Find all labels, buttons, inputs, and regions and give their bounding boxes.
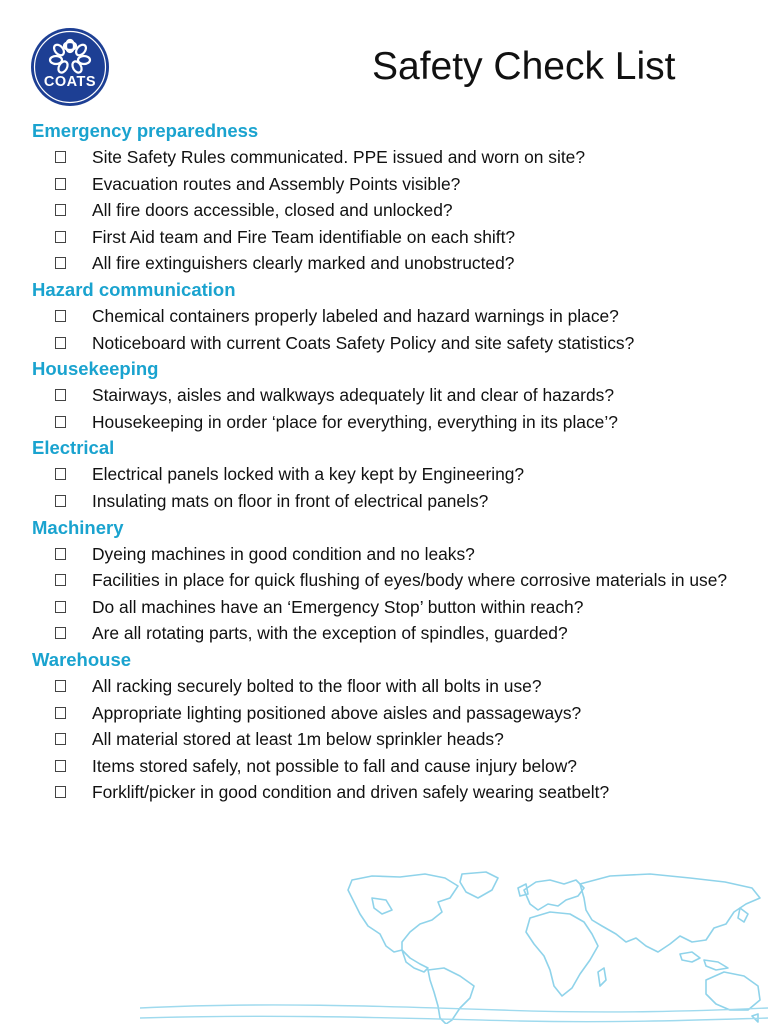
checkbox-icon[interactable]	[55, 310, 66, 322]
checkbox-icon[interactable]	[55, 178, 66, 190]
checklist-item-text: Stairways, aisles and walkways adequately lit and clear of hazards?	[92, 385, 614, 406]
checklist-item-text: Housekeeping in order ‘place for everything, everything in its place’?	[92, 411, 618, 432]
page-title: Safety Check List	[372, 45, 676, 88]
section-heading: Hazard communication	[32, 278, 236, 300]
world-map-icon	[140, 868, 768, 1024]
section-heading: Electrical	[32, 437, 115, 459]
checklist-items	[0, 673, 768, 806]
checklist-item	[0, 620, 768, 647]
checklist-items	[0, 541, 768, 647]
checklist	[0, 118, 768, 806]
checklist-item	[0, 224, 768, 251]
checkbox-icon[interactable]	[55, 151, 66, 163]
checkbox-icon[interactable]	[55, 257, 66, 269]
checkbox-icon[interactable]	[55, 786, 66, 798]
checklist-item-text: Insulating mats on floor in front of electrical panels?	[92, 490, 489, 511]
checkbox-icon[interactable]	[55, 707, 66, 719]
checklist-item-text: Noticeboard with current Coats Safety Policy and site safety statistics?	[92, 332, 635, 353]
checklist-item	[0, 673, 768, 700]
checklist-item-text: All material stored at least 1m below sprinkler heads?	[92, 729, 504, 750]
checklist-item-text: Dyeing machines in good condition and no leaks?	[92, 543, 475, 564]
checkbox-icon[interactable]	[55, 468, 66, 480]
checklist-item	[0, 171, 768, 198]
checkbox-icon[interactable]	[55, 495, 66, 507]
checklist-item-text: Forklift/picker in good condition and driven safely wearing seatbelt?	[92, 782, 610, 803]
checklist-item	[0, 567, 768, 594]
checklist-item-text: All fire doors accessible, closed and unlocked?	[92, 200, 453, 221]
logo-text: COATS	[43, 74, 97, 90]
checklist-item	[0, 409, 768, 436]
checklist-item-text: All racking securely bolted to the floor with all bolts in use?	[92, 675, 542, 696]
checklist-item	[0, 488, 768, 515]
checklist-item	[0, 382, 768, 409]
section-heading: Machinery	[32, 516, 124, 538]
checklist-item-text: Site Safety Rules communicated. PPE issued and worn on site?	[92, 147, 585, 167]
checkbox-icon[interactable]	[55, 548, 66, 560]
checklist-item	[0, 461, 768, 488]
checkbox-icon[interactable]	[55, 204, 66, 216]
checklist-item	[0, 303, 768, 330]
checklist-items	[0, 144, 768, 277]
checklist-items	[0, 303, 768, 356]
checkbox-icon[interactable]	[55, 416, 66, 428]
checkbox-icon[interactable]	[55, 574, 66, 586]
section-heading: Warehouse	[32, 648, 132, 670]
checkbox-icon[interactable]	[55, 601, 66, 613]
checklist-item	[0, 779, 768, 806]
checklist-item	[0, 700, 768, 727]
coats-logo-icon	[30, 27, 110, 107]
checklist-item	[0, 330, 768, 357]
checklist-item	[0, 197, 768, 224]
checkbox-icon[interactable]	[55, 231, 66, 243]
section-heading: Housekeeping	[32, 358, 159, 380]
checklist-item	[0, 541, 768, 568]
checkbox-icon[interactable]	[55, 760, 66, 772]
checklist-item	[0, 726, 768, 753]
checklist-item	[0, 144, 768, 171]
checklist-item-text: Facilities in place for quick flushing of eyes/body where corrosive materials in use?	[92, 570, 728, 591]
checklist-item-text: Items stored safely, not possible to fall and cause injury below?	[92, 755, 577, 776]
checklist-item-text: All fire extinguishers clearly marked and unobstructed?	[92, 253, 515, 274]
checkbox-icon[interactable]	[55, 627, 66, 639]
checklist-item-text: Appropriate lighting positioned above aisles and passageways?	[92, 702, 582, 723]
checklist-item-text: Are all rotating parts, with the exception of spindles, guarded?	[92, 623, 568, 644]
checklist-items	[0, 461, 768, 514]
checklist-item-text: Electrical panels locked with a key kept by Engineering?	[92, 464, 525, 485]
checklist-item	[0, 594, 768, 621]
checklist-item	[0, 753, 768, 780]
checkbox-icon[interactable]	[55, 337, 66, 349]
checklist-item	[0, 250, 768, 277]
checkbox-icon[interactable]	[55, 733, 66, 745]
checklist-item-text: Do all machines have an ‘Emergency Stop’ button within reach?	[92, 596, 584, 617]
section-heading: Emergency preparedness	[32, 120, 259, 141]
checkbox-icon[interactable]	[55, 389, 66, 401]
checklist-items	[0, 382, 768, 435]
checklist-item-text: Evacuation routes and Assembly Points visible?	[92, 173, 461, 194]
checklist-item-text: Chemical containers properly labeled and hazard warnings in place?	[92, 305, 619, 326]
checklist-item-text: First Aid team and Fire Team identifiable on each shift?	[92, 226, 516, 247]
checkbox-icon[interactable]	[55, 680, 66, 692]
